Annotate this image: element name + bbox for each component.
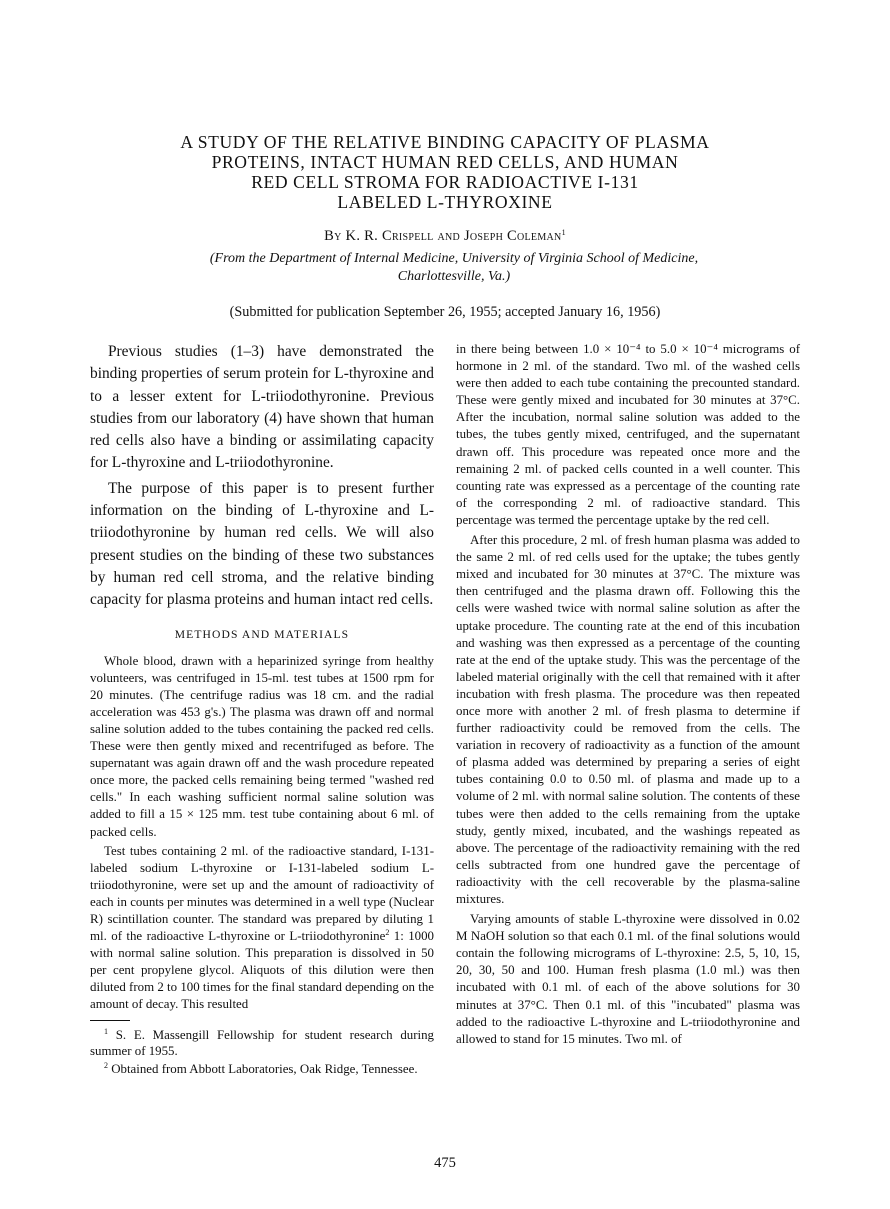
affiliation-line: (From the Department of Internal Medicine, University of Virginia School of Medicine, [209, 251, 699, 266]
submission-dates: (Submitted for publication September 26, 1955; accepted January 16, 1956) [229, 304, 661, 320]
paragraph-text: Test tubes containing 2 ml. of the radioactive standard, I-131-labeled sodium L-thyroxine or I-131-labeled sodium L-triiodothyronine, were set up and the amount of radioactivity of each in counts per minutes was determined in a well type (Nuclear R) scintillation counter. The standard was prepared by diluting 1 ml. of the radioactive L-thyroxine or L-triiodothyronine [90, 843, 434, 944]
byline [0, 228, 890, 245]
title-line: A STUDY OF THE RELATIVE BINDING CAPACITY OF PLASMA [180, 132, 710, 152]
page-number: 475 [434, 1155, 456, 1171]
left-column [90, 341, 434, 1079]
title-line: RED CELL STROMA FOR RADIOACTIVE I-131 [251, 172, 639, 192]
footnote [90, 1061, 434, 1077]
footnote-divider [90, 1020, 130, 1021]
introduction [90, 341, 434, 612]
intro-paragraph: The purpose of this paper is to present further information on the binding of L-thyroxine and L-triiodothyronine by human red cells. We will also present studies on the binding of these two substances by human red cell stroma, and the relative binding capacity for plasma proteins and human intact red cells. [90, 479, 434, 609]
intro-paragraph: Previous studies (1–3) have demonstrated the binding properties of serum protein for L-thyroxine and to a lesser extent for L-triiodothyronine. Previous studies from our laboratory (4) have shown that human red cells also have a binding or assimilating capacity for L-thyroxine and L-triiodothyronine. [90, 343, 434, 472]
body-paragraph: Varying amounts of stable L-thyroxine were dissolved in 0.02 M NaOH solution so that each 0.1 ml. of the final solutions would contain the following micrograms of L-thyroxine: 2.5, 5, 10, 15, 20, 30, 50 and 100. Human fresh plasma (1.0 ml.) was then incubated with 0.1 ml. of each of the above solutions for 30 minutes at 37°C. Then 0.1 ml. of this "incubated" plasma was added to the radioactive L-thyroxine and L-triiodothyronine and allowed to stand for 15 minutes. Two ml. of [456, 912, 800, 1046]
right-column [456, 341, 800, 1048]
footnote-mark: 1 [561, 228, 566, 237]
byline-and: and [437, 228, 461, 244]
body-paragraph [90, 843, 434, 1014]
body-paragraph: After this procedure, 2 ml. of fresh human plasma was added to the same 2 ml. of red cells used for the uptake; the tubes gently mixed and incubated for 30 minutes at 37°C. The mixture was then centrifuged and the plasma drawn off. Following this the cells were washed twice with normal saline solution as after the uptake procedure. The counting rate at the end of this incubation and washing was then expressed as a percentage of the counting rate at the end of the uptake study. This was the percentage of the labeled material originally with the cell that remained with it after incubation with fresh plasma. The procedure was then repeated once more with another 2 ml. of fresh plasma to determine if further radioactivity could be removed from the cells. The variation in recovery of radioactivity as a function of the amount of plasma added was determined by preparing a series of eight tubes containing 0.0 to 0.50 ml. of plasma and made up to a volume of 2 ml. with normal saline solution. The contents of these tubes were then added to the cells remaining from the uptake study, gently mixed, incubated, and the washings repeated as above. The percentage of the radioactivity remaining with the red cells subtracted from one hundred gave the percentage of radioactivity with the cell recoverable by the plasma-saline mixtures. [456, 533, 800, 906]
affiliation [150, 250, 758, 286]
title-line: PROTEINS, INTACT HUMAN RED CELLS, AND HUMAN [211, 152, 679, 172]
footnotes [90, 1027, 434, 1077]
affiliation-line: Charlottesville, Va.) [397, 269, 511, 284]
footnote-mark: 2 [385, 928, 390, 938]
footnote [90, 1027, 434, 1059]
author-2: Joseph Coleman [463, 228, 562, 244]
footnote-mark: 2 [104, 1060, 108, 1070]
author-1: K. R. Crispell [345, 228, 434, 244]
section-heading: METHODS AND MATERIALS [174, 627, 350, 641]
body-paragraph: in there being between 1.0 × 10⁻⁴ to 5.0 × 10⁻⁴ micrograms of hormone in 2 ml. of the standard. Two ml. of the washed cells were then added to each tube containing the precounted standard. These were gently mixed and incubated for 30 minutes at 37°C. After the incubation, normal saline solution was added to the tubes, the tubes gently mixed, centrifuged, and the supernatant drawn off. This procedure was repeated once more and the remaining 2 ml. of packed cells counted in a well counter. This counting rate was expressed as a percentage of the counting rate of the corresponding 2 ml. of radioactive standard. This percentage was termed the percentage uptake by the red cell. [456, 342, 800, 527]
article-title-block [90, 132, 800, 212]
paragraph-text: 1: 1000 with normal saline solution. This preparation is dissolved in 50 per cent propylene glycol. Aliquots of this dilution were then diluted from 2 to 100 times for the final standard depending on the amount of decay. This resulted [90, 929, 434, 1012]
footnote-mark: 1 [104, 1026, 108, 1036]
body-paragraph: Whole blood, drawn with a heparinized syringe from healthy volunteers, was centrifuged in 15-ml. test tubes at 1500 rpm for 20 minutes. (The centrifuge radius was 18 cm. and the radial acceleration was 453 g's.) The plasma was drawn off and normal saline solution added to the tubes containing the packed red cells. These were then gently mixed and recentrifuged as before. The supernatant was again drawn off and the wash procedure repeated once more, the packed cells remaining being termed "washed red cells." In each washing sufficient normal saline solution was added to fill a 15 × 125 mm. test tube containing about 6 ml. of packed cells. [90, 653, 434, 839]
methods-text [90, 653, 434, 1014]
byline-by: By [324, 228, 342, 244]
footnote-text: Obtained from Abbott Laboratories, Oak Ridge, Tennessee. [108, 1061, 418, 1076]
footnote-text: S. E. Massengill Fellowship for student research during summer of 1955. [90, 1027, 434, 1058]
title-line: LABELED L-THYROXINE [337, 192, 553, 212]
